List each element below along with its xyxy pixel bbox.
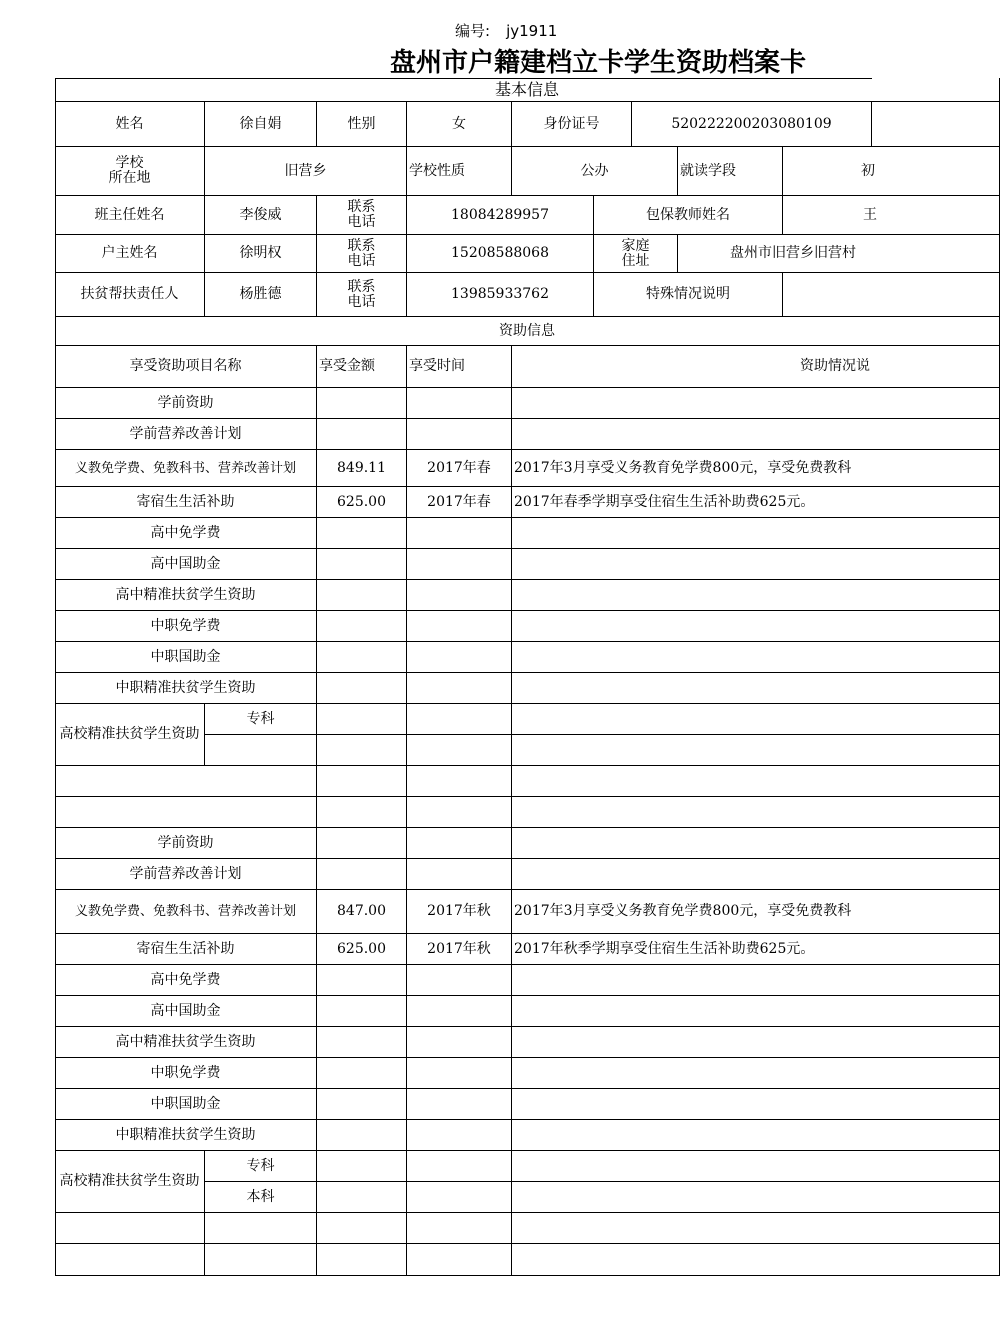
helper-label: 扶贫帮扶责任人 bbox=[55, 273, 205, 317]
aid-item-name: 学前资助 bbox=[55, 828, 317, 859]
empty-cell bbox=[407, 1151, 512, 1182]
college-ben-empty bbox=[205, 735, 317, 766]
college-aid-label: 高校精准扶贫学生资助 bbox=[55, 1151, 205, 1213]
aid-amount: 847.00 bbox=[317, 890, 407, 934]
stage-value: 初 bbox=[783, 147, 1000, 196]
aid-time bbox=[407, 580, 512, 611]
aid-item-name: 中职免学费 bbox=[55, 611, 317, 642]
empty-cell bbox=[512, 797, 1000, 828]
aid-time bbox=[407, 518, 512, 549]
school-type-value: 公办 bbox=[512, 147, 678, 196]
aid-amount bbox=[317, 965, 407, 996]
aid-item-name: 中职精准扶贫学生资助 bbox=[55, 1120, 317, 1151]
aid-time bbox=[407, 388, 512, 419]
aid-item-name: 高中国助金 bbox=[55, 996, 317, 1027]
id-label: 身份证号 bbox=[512, 102, 632, 147]
aid-item-name: 高中免学费 bbox=[55, 518, 317, 549]
aid-desc bbox=[512, 518, 1000, 549]
college-zhuan-label: 专科 bbox=[205, 1151, 317, 1182]
aid-desc bbox=[512, 1027, 1000, 1058]
empty-cell bbox=[512, 704, 1000, 735]
empty-cell bbox=[317, 766, 407, 797]
aid-desc bbox=[512, 580, 1000, 611]
aid-desc bbox=[512, 611, 1000, 642]
col-desc-header: 资助情况说 bbox=[512, 346, 1000, 388]
aid-item-name: 寄宿生生活补助 bbox=[55, 487, 317, 518]
address-label: 家庭 住址 bbox=[594, 235, 678, 273]
aid-amount bbox=[317, 1058, 407, 1089]
aid-amount bbox=[317, 859, 407, 890]
empty-cell bbox=[512, 1151, 1000, 1182]
teacher-label: 班主任姓名 bbox=[55, 196, 205, 235]
empty-cell bbox=[205, 1213, 317, 1244]
aid-time bbox=[407, 1027, 512, 1058]
name-label: 姓名 bbox=[55, 102, 205, 147]
aid-amount bbox=[317, 642, 407, 673]
aid-time bbox=[407, 828, 512, 859]
empty-cell bbox=[317, 1182, 407, 1213]
aid-item-name: 寄宿生生活补助 bbox=[55, 934, 317, 965]
aid-desc bbox=[512, 1089, 1000, 1120]
address-value: 盘州市旧营乡旧营村 bbox=[678, 235, 1000, 273]
aid-desc bbox=[512, 642, 1000, 673]
aid-time bbox=[407, 673, 512, 704]
name-value: 徐自娟 bbox=[205, 102, 317, 147]
aid-amount bbox=[317, 518, 407, 549]
aid-amount: 625.00 bbox=[317, 934, 407, 965]
gender-value: 女 bbox=[407, 102, 512, 147]
aid-time bbox=[407, 1120, 512, 1151]
aid-time: 2017年秋 bbox=[407, 934, 512, 965]
aid-time bbox=[407, 1089, 512, 1120]
aid-desc: 2017年春季学期享受住宿生生活补助费625元。 bbox=[512, 487, 1000, 518]
college-aid-label: 高校精准扶贫学生资助 bbox=[55, 704, 205, 766]
aid-time bbox=[407, 859, 512, 890]
aid-desc bbox=[512, 996, 1000, 1027]
aid-item-name: 义教免学费、免教科书、营养改善计划 bbox=[55, 890, 317, 934]
page-title: 盘州市户籍建档立卡学生资助档案卡 bbox=[390, 48, 807, 78]
aid-desc bbox=[512, 965, 1000, 996]
gender-label: 性别 bbox=[317, 102, 407, 147]
empty-cell bbox=[407, 1244, 512, 1276]
col-amount-header: 享受金额 bbox=[317, 346, 407, 388]
aid-desc bbox=[512, 1120, 1000, 1151]
school-location-label: 学校 所在地 bbox=[55, 147, 205, 196]
aid-desc bbox=[512, 859, 1000, 890]
empty-cell bbox=[55, 1213, 205, 1244]
col-time-header: 享受时间 bbox=[407, 346, 512, 388]
aid-desc: 2017年秋季学期享受住宿生生活补助费625元。 bbox=[512, 934, 1000, 965]
household-label: 户主姓名 bbox=[55, 235, 205, 273]
aid-info-title: 资助信息 bbox=[55, 317, 1000, 346]
aid-time bbox=[407, 965, 512, 996]
empty-cell bbox=[407, 704, 512, 735]
helper-phone-label: 联系 电话 bbox=[317, 273, 407, 317]
aid-item-name: 高中国助金 bbox=[55, 549, 317, 580]
empty-cell bbox=[317, 1244, 407, 1276]
empty-cell bbox=[512, 735, 1000, 766]
special-value bbox=[783, 273, 1000, 317]
aid-amount bbox=[317, 549, 407, 580]
empty-cell bbox=[407, 766, 512, 797]
aid-time bbox=[407, 419, 512, 450]
aid-item-name: 学前营养改善计划 bbox=[55, 859, 317, 890]
aid-desc bbox=[512, 388, 1000, 419]
special-label: 特殊情况说明 bbox=[594, 273, 783, 317]
aid-item-name: 高中精准扶贫学生资助 bbox=[55, 1027, 317, 1058]
household-value: 徐明权 bbox=[205, 235, 317, 273]
aid-amount bbox=[317, 996, 407, 1027]
aid-amount bbox=[317, 611, 407, 642]
helper-value: 杨胜德 bbox=[205, 273, 317, 317]
aid-amount bbox=[317, 828, 407, 859]
empty-cell bbox=[55, 766, 317, 797]
archive-table bbox=[55, 78, 877, 1276]
aid-time bbox=[407, 996, 512, 1027]
col-item-header: 享受资助项目名称 bbox=[55, 346, 317, 388]
aid-item-name: 学前资助 bbox=[55, 388, 317, 419]
aid-desc: 2017年3月享受义务教育免学费800元，享受免费教科 bbox=[512, 890, 1000, 934]
empty-cell bbox=[512, 1213, 1000, 1244]
aid-amount bbox=[317, 1027, 407, 1058]
household-phone-value: 15208588068 bbox=[407, 235, 594, 273]
aid-desc bbox=[512, 828, 1000, 859]
guarantee-label: 包保教师姓名 bbox=[594, 196, 783, 235]
aid-desc bbox=[512, 419, 1000, 450]
aid-item-name: 中职国助金 bbox=[55, 642, 317, 673]
aid-item-name: 义教免学费、免教科书、营养改善计划 bbox=[55, 450, 317, 487]
aid-time bbox=[407, 1058, 512, 1089]
card-number bbox=[455, 20, 557, 41]
card-number-label: 编号: bbox=[455, 22, 491, 40]
aid-desc bbox=[512, 1058, 1000, 1089]
aid-time bbox=[407, 642, 512, 673]
teacher-phone-label: 联系 电话 bbox=[317, 196, 407, 235]
id-value: 520222200203080109 bbox=[632, 102, 872, 147]
empty-cell bbox=[512, 1182, 1000, 1213]
aid-desc bbox=[512, 549, 1000, 580]
aid-time bbox=[407, 611, 512, 642]
aid-amount bbox=[317, 580, 407, 611]
empty-cell bbox=[407, 735, 512, 766]
aid-amount: 849.11 bbox=[317, 450, 407, 487]
empty-cell bbox=[55, 1244, 205, 1276]
teacher-value: 李俊威 bbox=[205, 196, 317, 235]
aid-time: 2017年春 bbox=[407, 450, 512, 487]
aid-amount bbox=[317, 673, 407, 704]
household-phone-label: 联系 电话 bbox=[317, 235, 407, 273]
id-extra bbox=[872, 102, 1000, 147]
empty-cell bbox=[317, 704, 407, 735]
aid-amount bbox=[317, 388, 407, 419]
college-ben-label: 本科 bbox=[205, 1182, 317, 1213]
teacher-phone-value: 18084289957 bbox=[407, 196, 594, 235]
aid-amount bbox=[317, 419, 407, 450]
empty-cell bbox=[317, 735, 407, 766]
empty-cell bbox=[205, 1244, 317, 1276]
school-location-value: 旧营乡 bbox=[205, 147, 407, 196]
aid-item-name: 中职免学费 bbox=[55, 1058, 317, 1089]
aid-time bbox=[407, 549, 512, 580]
aid-amount bbox=[317, 1120, 407, 1151]
empty-cell bbox=[512, 766, 1000, 797]
college-zhuan-label: 专科 bbox=[205, 704, 317, 735]
aid-time: 2017年春 bbox=[407, 487, 512, 518]
aid-item-name: 高中免学费 bbox=[55, 965, 317, 996]
helper-phone-value: 13985933762 bbox=[407, 273, 594, 317]
empty-cell bbox=[407, 797, 512, 828]
empty-cell bbox=[317, 1213, 407, 1244]
aid-item-name: 学前营养改善计划 bbox=[55, 419, 317, 450]
empty-cell bbox=[512, 1244, 1000, 1276]
empty-cell bbox=[317, 797, 407, 828]
aid-item-name: 中职精准扶贫学生资助 bbox=[55, 673, 317, 704]
aid-item-name: 高中精准扶贫学生资助 bbox=[55, 580, 317, 611]
stage-label: 就读学段 bbox=[678, 147, 783, 196]
school-type-label: 学校性质 bbox=[407, 147, 512, 196]
card-number-value: jy1911 bbox=[506, 22, 558, 40]
guarantee-value: 王 bbox=[783, 196, 1000, 235]
aid-time: 2017年秋 bbox=[407, 890, 512, 934]
empty-cell bbox=[55, 797, 317, 828]
empty-cell bbox=[407, 1213, 512, 1244]
aid-desc bbox=[512, 673, 1000, 704]
basic-info-title: 基本信息 bbox=[55, 78, 1000, 102]
aid-amount bbox=[317, 1089, 407, 1120]
empty-cell bbox=[317, 1151, 407, 1182]
aid-amount: 625.00 bbox=[317, 487, 407, 518]
aid-item-name: 中职国助金 bbox=[55, 1089, 317, 1120]
aid-desc: 2017年3月享受义务教育免学费800元，享受免费教科 bbox=[512, 450, 1000, 487]
empty-cell bbox=[407, 1182, 512, 1213]
